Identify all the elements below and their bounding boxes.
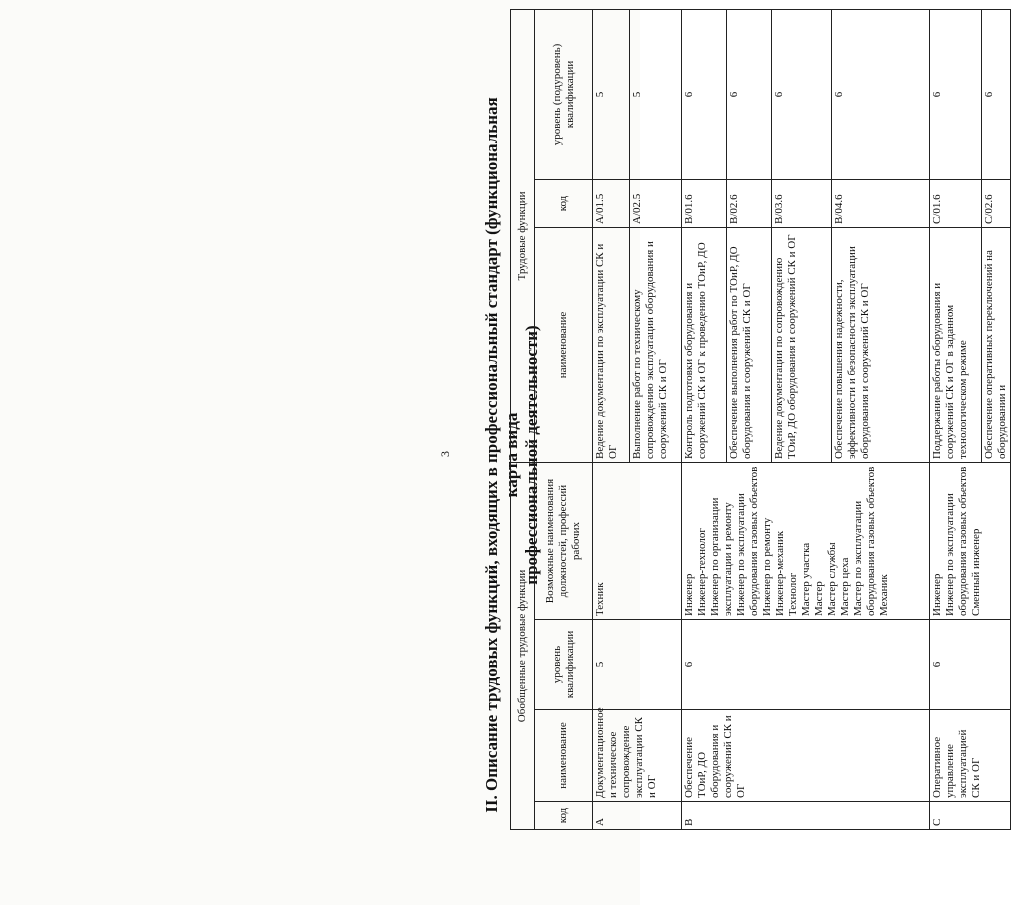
function-level: 5 xyxy=(630,9,682,179)
function-code: B/02.6 xyxy=(727,179,772,227)
function-name: Поддержание работы оборудования и сооружений СК и ОГ в заданном технологическом режиме xyxy=(930,227,982,462)
position-item: Мастер xyxy=(813,581,825,616)
position-item: Технолог xyxy=(787,572,799,616)
function-level: 6 xyxy=(682,9,727,179)
function-name: Обеспечение оперативных переключений на оборудовании и xyxy=(982,227,1011,462)
group-level: 6 xyxy=(930,620,1011,710)
page-number: 3 xyxy=(438,451,452,457)
rotated-content xyxy=(20,25,1008,885)
header-function-level: уровень (подуровень) квалификации xyxy=(535,9,593,179)
position-item: Инженер-механик xyxy=(774,530,786,616)
group-positions xyxy=(682,462,930,619)
position-item: Инженер по эксплуатации оборудования газовых объектов xyxy=(735,466,760,616)
group-positions xyxy=(930,462,1011,619)
group-name: Оперативное управление эксплуатацией СК и ОГ xyxy=(930,710,1011,802)
function-code: B/03.6 xyxy=(772,179,832,227)
position-item: Инженер-технолог xyxy=(696,528,708,616)
header-code: код xyxy=(535,802,593,830)
header-name: наименование xyxy=(535,710,593,802)
function-level: 6 xyxy=(930,9,982,179)
position-item: Инженер по ремонту xyxy=(761,517,773,616)
position-item: Инженер xyxy=(931,573,943,616)
table-row xyxy=(930,9,982,829)
title-line-2: профессиональной деятельности) xyxy=(522,325,541,585)
group-code: B xyxy=(682,802,930,830)
group-level: 5 xyxy=(593,620,682,710)
group-level: 6 xyxy=(682,620,930,710)
header-positions: Возможные наименования должностей, профессий рабочих xyxy=(535,462,593,619)
function-code: B/04.6 xyxy=(832,179,930,227)
header-level: уровень квалификации xyxy=(535,620,593,710)
position-item: Мастер службы xyxy=(826,542,838,616)
group-name: Документационное и техническое сопровождение эксплуатации СК и ОГ xyxy=(593,710,682,802)
function-name: Обеспечение выполнения работ по ТОиР, ДО оборудования и сооружений СК и ОГ xyxy=(727,227,772,462)
function-level: 6 xyxy=(982,9,1011,179)
function-code: C/02.6 xyxy=(982,179,1011,227)
table-row xyxy=(593,9,630,829)
function-level: 6 xyxy=(772,9,832,179)
function-level: 5 xyxy=(593,9,630,179)
function-code: A/01.5 xyxy=(593,179,630,227)
group-code: C xyxy=(930,802,1011,830)
position-item: Сменный инженер xyxy=(970,528,982,616)
function-code: A/02.5 xyxy=(630,179,682,227)
function-name: Выполнение работ по техническому сопровождению эксплуатации оборудования и сооружений СК и ОГ xyxy=(630,227,682,462)
group-name: Обеспечение ТОиР, ДО оборудования и сооружений СК и ОГ xyxy=(682,710,930,802)
header-function-name: наименование xyxy=(535,227,593,462)
header-labor-functions: Трудовые функции xyxy=(511,9,535,462)
functional-map-table xyxy=(510,9,1011,830)
table-row xyxy=(682,9,727,829)
title-line-1: II. Описание трудовых функций, входящих в профессиональный стандарт (функциональная карта вида xyxy=(482,97,521,813)
position-item: Техник xyxy=(594,582,606,616)
position-item: Механик xyxy=(878,574,890,616)
function-level: 6 xyxy=(727,9,772,179)
function-name: Обеспечение повышения надежности, эффективности и безопасности эксплуатации оборудования и сооружений СК и ОГ xyxy=(832,227,930,462)
position-item: Мастер цеха xyxy=(839,557,851,616)
group-positions xyxy=(593,462,682,619)
header-generalized-functions: Обобщенные трудовые функции xyxy=(511,462,535,829)
position-item: Мастер участка xyxy=(800,542,812,616)
group-code: A xyxy=(593,802,682,830)
function-code: C/01.6 xyxy=(930,179,982,227)
position-item: Мастер по эксплуатации оборудования газовых объектов xyxy=(852,466,877,616)
function-name: Ведение документации по сопровождению ТОиР, ДО оборудования и сооружений СК и ОГ xyxy=(772,227,832,462)
position-item: Инженер xyxy=(683,573,695,616)
header-function-code: код xyxy=(535,179,593,227)
position-item: Инженер по организации эксплуатации и ремонту xyxy=(709,497,734,616)
function-level: 6 xyxy=(832,9,930,179)
function-name: Ведение документации по эксплуатации СК и ОГ xyxy=(593,227,630,462)
position-item: Инженер по эксплуатации оборудования газовых объектов xyxy=(944,466,969,616)
function-code: B/01.6 xyxy=(682,179,727,227)
function-name: Контроль подготовки оборудования и сооружений СК и ОГ к проведению ТОиР, ДО xyxy=(682,227,727,462)
